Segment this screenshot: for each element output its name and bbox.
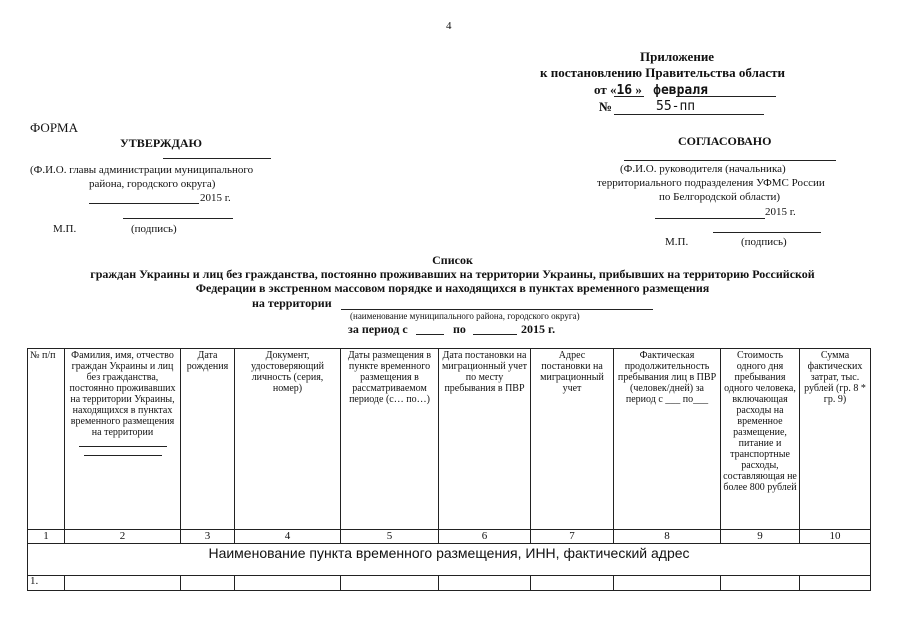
table-cell[interactable]: [439, 576, 531, 591]
appendix-number-label: №: [599, 99, 613, 114]
column-number: 10: [800, 530, 871, 544]
persons-table: [27, 348, 871, 591]
column-number: 3: [181, 530, 235, 544]
column-number: 7: [531, 530, 614, 544]
table-section-row: [28, 544, 871, 576]
approve-fio: (Ф.И.О. главы администрации муниципального: [30, 164, 254, 176]
header-cell: Стоимость одного дня пребывания одного человека, включающая расходы на временное размещение, питание и транспортные расходы, составляющая не более 800 рублей: [721, 349, 800, 530]
column-number: 5: [341, 530, 439, 544]
appendix-date-day: 16: [616, 83, 633, 98]
header-cell: Даты размещения в пункте временного размещения в рассматриваемом периоде (с… по…): [341, 349, 439, 530]
approve-signature: (подпись): [131, 223, 177, 235]
list-subtitle-2: Федерации в экстренном массовом порядке и находящихся в пунктах временного размещения: [195, 281, 710, 295]
column-number: 2: [65, 530, 181, 544]
approve-stamp: М.П.: [53, 223, 77, 235]
approve-fio-2: района, городского округа): [89, 178, 216, 190]
appendix-title: Приложение: [640, 49, 715, 64]
agree-fio-2: территориального подразделения УФМС России: [597, 177, 825, 189]
header-cell: Адрес постановки на миграционный учет: [531, 349, 614, 530]
table-cell[interactable]: [531, 576, 614, 591]
column-number: 1: [28, 530, 65, 544]
appendix-date: от «16 » февраля: [594, 82, 708, 98]
table-row: [28, 576, 871, 591]
period-year: 2015 г.: [521, 322, 556, 336]
agree-fio: (Ф.И.О. руководителя (начальника): [620, 163, 786, 175]
table-cell[interactable]: [65, 576, 181, 591]
table-header-row: [28, 349, 871, 530]
appendix-resolution: к постановлению Правительства области: [540, 65, 786, 80]
table-number-row: [28, 530, 871, 544]
header-cell: Дата рождения: [181, 349, 235, 530]
form-label: ФОРМА: [30, 120, 78, 135]
list-subtitle-1: граждан Украины и лиц без гражданства, постоянно проживавших на территории Украины, прибывших на территорию Российской: [90, 267, 815, 281]
table-cell[interactable]: [721, 576, 800, 591]
column-number: 6: [439, 530, 531, 544]
header-cell: № п/п: [28, 349, 65, 530]
row-number: 1.: [28, 576, 65, 591]
table-cell[interactable]: [181, 576, 235, 591]
section-label: Наименование пункта временного размещения, ИНН, фактический адрес: [28, 544, 871, 576]
appendix-number: 55-пп: [656, 99, 696, 114]
agree-signature: (подпись): [741, 236, 787, 248]
appendix-date-month: февраля: [653, 83, 708, 98]
column-number: 8: [614, 530, 721, 544]
approve-heading: УТВЕРЖДАЮ: [120, 136, 203, 150]
agree-year: 2015 г.: [765, 206, 796, 218]
agree-fio-3: по Белгородской области): [659, 191, 781, 203]
approve-year: 2015 г.: [200, 192, 231, 204]
table-cell[interactable]: [614, 576, 721, 591]
table-cell[interactable]: [800, 576, 871, 591]
header-cell: Документ, удостоверяющий личность (серия, номер): [235, 349, 341, 530]
agree-stamp: М.П.: [665, 236, 689, 248]
header-cell: Фактическая продолжительность пребывания лиц в ПВР (человек/дней) за период с ___ по___: [614, 349, 721, 530]
territory-note: (наименование муниципального района, городского округа): [350, 311, 580, 321]
header-cell: Дата постановки на миграционный учет по месту пребывания в ПВР: [439, 349, 531, 530]
header-cell: Фамилия, имя, отчество граждан Украины и лиц без гражданства, постоянно проживавших на территории Украины, находящихся в пунктах временного размещения на территории: [65, 349, 181, 530]
column-number: 9: [721, 530, 800, 544]
period-to-label: по: [453, 322, 466, 336]
table-cell[interactable]: [341, 576, 439, 591]
period-from-label: за период с: [348, 322, 408, 336]
territory-label: на территории: [252, 296, 332, 310]
agree-heading: СОГЛАСОВАНО: [678, 134, 772, 148]
list-title: Список: [432, 253, 473, 267]
column-number: 4: [235, 530, 341, 544]
table-cell[interactable]: [235, 576, 341, 591]
header-cell: Сумма фактических затрат, тыс. рублей (гр. 8 * гр. 9): [800, 349, 871, 530]
page-number: 4: [446, 20, 452, 32]
